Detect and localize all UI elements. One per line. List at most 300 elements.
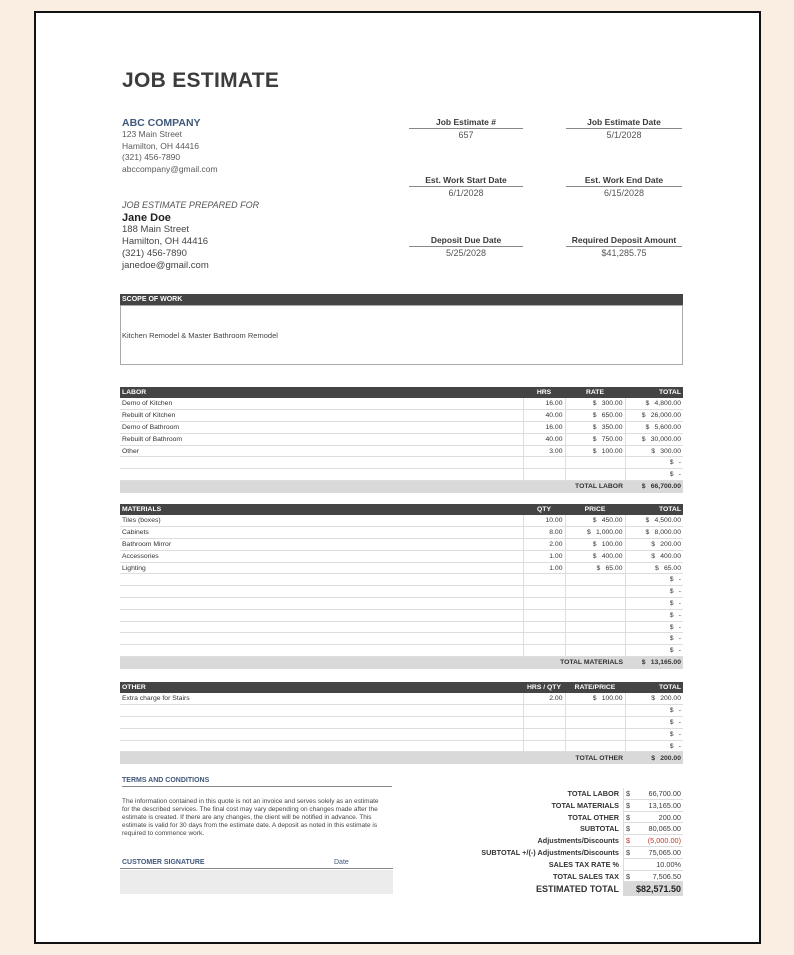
labor-desc (120, 457, 523, 469)
labor-qty: 3.00 (523, 445, 565, 457)
labor-rate-value: 100.00 (601, 447, 623, 455)
currency-symbol: $ (641, 412, 646, 420)
other-total-value: - (678, 707, 681, 715)
labor-rate (565, 457, 625, 469)
company-address: 123 Main Street (122, 129, 183, 139)
start-date-label: Est. Work Start Date (409, 175, 523, 187)
summary-label: TOTAL LABOR (567, 789, 619, 798)
currency-symbol: $ (651, 754, 655, 762)
client-phone: (321) 456-7890 (122, 248, 187, 259)
currency-symbol: $ (592, 412, 597, 420)
summary-value (623, 800, 683, 812)
materials-total-cell (625, 657, 683, 669)
other-total-label: TOTAL OTHER (120, 752, 625, 764)
summary-label: SUBTOTAL +/(-) Adjustments/Discounts (481, 847, 619, 857)
summary-amount: 13,165.00 (648, 800, 681, 810)
other-qty (523, 740, 565, 752)
client-address: 188 Main Street (122, 224, 190, 235)
labor-total (625, 457, 683, 469)
summary-amount: 7,506.50 (652, 871, 681, 881)
table-row (120, 728, 683, 740)
table-row (120, 586, 683, 598)
materials-qty (523, 586, 565, 598)
table-row (120, 433, 683, 445)
client-email: janedoe@gmail.com (122, 260, 209, 271)
summary-row (466, 835, 683, 847)
materials-total (625, 633, 683, 645)
labor-qty: 16.00 (523, 422, 565, 434)
other-header-1: HRS / QTY (523, 682, 565, 693)
currency-symbol: $ (669, 647, 674, 655)
materials-desc: Bathroom Mirror (120, 539, 523, 551)
currency-symbol: $ (626, 847, 631, 857)
deposit-due-value: 5/25/2028 (445, 248, 487, 258)
table-row (120, 633, 683, 645)
materials-desc (120, 645, 523, 657)
materials-rate-value: 450.00 (601, 517, 623, 525)
materials-total-value: 200.00 (660, 540, 681, 548)
materials-desc (120, 586, 523, 598)
currency-symbol: $ (592, 423, 597, 431)
currency-symbol: $ (592, 435, 597, 443)
other-desc: Extra charge for Stairs (120, 693, 523, 705)
other-header-0: OTHER (120, 682, 523, 693)
labor-rate (565, 445, 625, 457)
table-row (120, 398, 683, 410)
other-rate (565, 728, 625, 740)
other-header-3: TOTAL (625, 682, 683, 693)
materials-header-0: MATERIALS (120, 504, 523, 515)
materials-qty (523, 645, 565, 657)
labor-total-value: 26,000.00 (650, 412, 681, 420)
currency-symbol: $ (592, 517, 597, 525)
currency-symbol: $ (641, 483, 646, 491)
labor-table (120, 387, 683, 493)
other-desc (120, 717, 523, 729)
deposit-due-label: Deposit Due Date (409, 235, 523, 247)
summary-label: TOTAL OTHER (567, 812, 619, 822)
currency-symbol: $ (669, 707, 674, 715)
start-date-field (409, 175, 523, 198)
other-total-value: 200.00 (660, 695, 681, 703)
currency-symbol: $ (626, 871, 631, 881)
table-row (120, 410, 683, 422)
currency-symbol: $ (626, 789, 631, 798)
labor-total (625, 410, 683, 422)
table-row (120, 705, 683, 717)
other-rate (565, 717, 625, 729)
currency-symbol: $ (669, 623, 674, 631)
other-qty (523, 717, 565, 729)
other-qty: 2.00 (523, 693, 565, 705)
materials-qty: 10.00 (523, 515, 565, 527)
other-desc (120, 740, 523, 752)
table-row (120, 539, 683, 551)
currency-symbol: $ (626, 824, 631, 834)
currency-symbol: $ (596, 564, 601, 572)
materials-table (120, 504, 683, 669)
table-row (120, 562, 683, 574)
signature-label: CUSTOMER SIGNATURE (122, 859, 205, 866)
labor-total-value: 30,000.00 (650, 435, 681, 443)
materials-total (625, 527, 683, 539)
labor-total-label: TOTAL LABOR (120, 481, 625, 493)
currency-symbol: $ (592, 552, 597, 560)
currency-symbol: $ (626, 812, 631, 822)
signature-field[interactable] (120, 870, 393, 894)
labor-rate-value: 650.00 (601, 412, 623, 420)
currency-symbol: $ (669, 742, 674, 750)
other-total-cell (625, 752, 683, 764)
currency-symbol: $ (592, 400, 597, 408)
labor-total-value: 5,600.00 (654, 423, 681, 431)
summary-label: TOTAL SALES TAX (553, 871, 619, 881)
materials-desc: Lighting (120, 562, 523, 574)
labor-total-amount: 66,700.00 (650, 483, 681, 491)
materials-qty: 1.00 (523, 550, 565, 562)
estimate-number-field (409, 117, 523, 140)
client-block (122, 200, 259, 272)
currency-symbol (626, 859, 636, 870)
summary-amount: 80,065.00 (648, 824, 681, 834)
materials-qty: 2.00 (523, 539, 565, 551)
currency-symbol: $ (669, 576, 674, 584)
materials-total (625, 598, 683, 610)
materials-total-value: - (678, 647, 681, 655)
currency-symbol: $ (626, 836, 631, 846)
materials-header-3: TOTAL (625, 504, 683, 515)
table-row (120, 598, 683, 610)
labor-rate (565, 410, 625, 422)
materials-rate (565, 609, 625, 621)
currency-symbol: $ (645, 529, 650, 537)
client-city: Hamilton, OH 44416 (122, 236, 209, 247)
summary-value (623, 847, 683, 859)
labor-total-value: 300.00 (660, 447, 681, 455)
terms-header: TERMS AND CONDITIONS (122, 777, 392, 787)
table-row (120, 609, 683, 621)
materials-rate (565, 645, 625, 657)
currency-symbol: $ (669, 635, 674, 643)
labor-total (625, 445, 683, 457)
labor-qty: 16.00 (523, 398, 565, 410)
currency-symbol: $ (641, 435, 646, 443)
summary-label: Adjustments/Discounts (537, 836, 619, 846)
table-row (120, 527, 683, 539)
materials-qty (523, 609, 565, 621)
signature-date-label: Date (334, 859, 349, 866)
summary-value (623, 835, 683, 847)
scope-text: Kitchen Remodel & Master Bathroom Remodel (122, 331, 278, 340)
currency-symbol: $ (651, 540, 655, 548)
estimate-date-field (566, 117, 682, 140)
end-date-label: Est. Work End Date (566, 175, 682, 187)
materials-qty: 8.00 (523, 527, 565, 539)
materials-header-1: QTY (523, 504, 565, 515)
currency-symbol: $ (669, 599, 674, 607)
summary-label: SUBTOTAL (579, 824, 619, 834)
company-block (122, 117, 218, 175)
deposit-due-field (409, 235, 523, 258)
other-total (625, 728, 683, 740)
other-desc (120, 728, 523, 740)
materials-total-label: TOTAL MATERIALS (120, 657, 625, 669)
materials-total-value: - (678, 599, 681, 607)
materials-desc (120, 621, 523, 633)
currency-symbol: $ (645, 517, 650, 525)
materials-total-value: - (678, 611, 681, 619)
materials-desc (120, 598, 523, 610)
materials-desc (120, 633, 523, 645)
scope-header: SCOPE OF WORK (120, 294, 683, 305)
materials-rate (565, 562, 625, 574)
summary-amount: 200.00 (658, 812, 681, 822)
materials-total (625, 621, 683, 633)
other-rate (565, 693, 625, 705)
materials-rate-value: 100.00 (601, 540, 623, 548)
other-qty (523, 728, 565, 740)
table-row (120, 621, 683, 633)
estimate-number-value: 657 (458, 130, 474, 140)
materials-qty (523, 633, 565, 645)
labor-total-cell (625, 481, 683, 493)
materials-rate-value: 65.00 (605, 564, 623, 572)
currency-symbol: $ (669, 588, 674, 596)
deposit-amount-value: $41,285.75 (601, 248, 647, 258)
labor-desc: Rebuilt of Kitchen (120, 410, 523, 422)
estimated-total-value (623, 882, 683, 896)
materials-desc: Cabinets (120, 527, 523, 539)
other-total-value: - (678, 718, 681, 726)
table-row (120, 693, 683, 705)
estimated-total-row (466, 882, 683, 896)
summary-row (466, 847, 683, 859)
materials-total-value: - (678, 576, 681, 584)
summary-value (623, 823, 683, 835)
other-table (120, 682, 683, 764)
labor-header-0: LABOR (120, 387, 523, 398)
materials-total-value: - (678, 635, 681, 643)
summary-amount: 10.00% (656, 859, 681, 869)
end-date-field (566, 175, 682, 198)
signature-divider (120, 868, 393, 869)
currency-symbol: $ (654, 564, 659, 572)
summary-amount: 75,065.00 (648, 847, 681, 857)
materials-desc (120, 574, 523, 586)
materials-total (625, 586, 683, 598)
other-total-amount: 200.00 (660, 754, 681, 762)
labor-desc: Rebuilt of Bathroom (120, 433, 523, 445)
materials-rate (565, 574, 625, 586)
summary-row (466, 800, 683, 812)
currency-symbol: $ (641, 659, 646, 667)
materials-qty (523, 598, 565, 610)
labor-header-3: TOTAL (625, 387, 683, 398)
currency-symbol: $ (651, 695, 655, 703)
materials-rate (565, 633, 625, 645)
other-rate (565, 705, 625, 717)
estimate-page (34, 11, 761, 944)
summary-value (623, 859, 683, 871)
summary-row (466, 859, 683, 871)
labor-total-row (120, 481, 683, 493)
currency-symbol: $ (592, 695, 597, 703)
materials-total-value: - (678, 623, 681, 631)
currency-symbol: $ (587, 529, 591, 537)
other-total (625, 740, 683, 752)
table-row (120, 740, 683, 752)
materials-total (625, 609, 683, 621)
other-total-value: - (678, 742, 681, 750)
materials-desc: Accessories (120, 550, 523, 562)
summary-amount: (5,000.00) (647, 836, 681, 846)
labor-total-value: 4,800.00 (654, 400, 681, 408)
labor-rate-value: 750.00 (601, 435, 623, 443)
summary-row (466, 823, 683, 835)
materials-total (625, 562, 683, 574)
currency-symbol: $ (645, 423, 650, 431)
currency-symbol: $ (626, 800, 631, 810)
labor-qty: 40.00 (523, 410, 565, 422)
materials-total-value: 4,500.00 (654, 517, 681, 525)
materials-total (625, 550, 683, 562)
labor-total-value: - (678, 471, 681, 479)
materials-rate (565, 586, 625, 598)
other-rate-value: 100.00 (601, 695, 623, 703)
labor-total (625, 398, 683, 410)
labor-rate (565, 469, 625, 481)
other-total (625, 705, 683, 717)
materials-desc: Tiles (boxes) (120, 515, 523, 527)
labor-total (625, 433, 683, 445)
labor-desc (120, 469, 523, 481)
materials-rate (565, 515, 625, 527)
estimated-total-amount: $82,571.50 (635, 884, 681, 895)
other-total (625, 693, 683, 705)
labor-rate (565, 422, 625, 434)
currency-symbol: $ (669, 471, 674, 479)
materials-rate (565, 621, 625, 633)
company-phone: (321) 456-7890 (122, 152, 181, 162)
summary-value (623, 788, 683, 800)
currency-symbol: $ (645, 400, 650, 408)
materials-rate (565, 598, 625, 610)
deposit-amount-label: Required Deposit Amount (566, 235, 682, 247)
estimated-total-label: ESTIMATED TOTAL (536, 884, 619, 895)
labor-qty (523, 469, 565, 481)
labor-total (625, 422, 683, 434)
labor-desc: Demo of Bathroom (120, 422, 523, 434)
prepared-for-label: JOB ESTIMATE PREPARED FOR (122, 200, 260, 210)
materials-total (625, 574, 683, 586)
summary-label: TOTAL MATERIALS (551, 800, 619, 810)
terms-text: The information contained in this quote is not an invoice and serves solely as an estimate for the described services. The final cost may vary depending on changes made after the estimate is created. If there are any changes, the client will be notified in advance. This estimate is valid for 30 days from the estimate date. A deposit as noted in this estimate is required to commence work. (122, 798, 379, 837)
summary-value (623, 812, 683, 824)
materials-total-value: - (678, 588, 681, 596)
other-total-row (120, 752, 683, 764)
table-row (120, 574, 683, 586)
summary-block (466, 788, 683, 896)
company-city: Hamilton, OH 44416 (122, 140, 200, 151)
summary-row (466, 871, 683, 883)
labor-rate (565, 398, 625, 410)
other-qty (523, 705, 565, 717)
table-row (120, 445, 683, 457)
currency-symbol: $ (592, 540, 597, 548)
client-name: Jane Doe (122, 212, 171, 224)
estimate-date-value: 5/1/2028 (606, 130, 642, 140)
deposit-amount-field (566, 235, 682, 258)
materials-qty (523, 621, 565, 633)
summary-row (466, 812, 683, 824)
materials-rate-value: 400.00 (601, 552, 623, 560)
materials-total-amount: 13,165.00 (650, 659, 681, 667)
labor-total-value: - (678, 459, 681, 467)
other-header-2: RATE/PRICE (565, 682, 625, 693)
end-date-value: 6/15/2028 (603, 188, 645, 198)
table-row (120, 645, 683, 657)
summary-value (623, 871, 683, 883)
currency-symbol: $ (669, 611, 674, 619)
company-email: abccompany@gmail.com (122, 163, 218, 174)
labor-total (625, 469, 683, 481)
currency-symbol: $ (669, 459, 674, 467)
materials-total-value: 8,000.00 (654, 529, 681, 537)
table-row (120, 550, 683, 562)
currency-symbol: $ (651, 552, 655, 560)
labor-qty (523, 457, 565, 469)
materials-rate (565, 527, 625, 539)
table-row (120, 457, 683, 469)
materials-header-2: PRICE (565, 504, 625, 515)
estimate-date-label: Job Estimate Date (566, 117, 682, 129)
labor-rate (565, 433, 625, 445)
labor-rate-value: 350.00 (601, 423, 623, 431)
other-desc (120, 705, 523, 717)
labor-desc: Other (120, 445, 523, 457)
table-row (120, 469, 683, 481)
materials-total-row (120, 657, 683, 669)
table-row (120, 422, 683, 434)
start-date-value: 6/1/2028 (448, 188, 484, 198)
company-name: ABC COMPANY (122, 117, 201, 129)
table-row (120, 515, 683, 527)
materials-rate-value: 1,000.00 (596, 529, 623, 537)
summary-label: SALES TAX RATE % (548, 859, 619, 869)
materials-rate (565, 539, 625, 551)
materials-total-value: 65.00 (663, 564, 681, 572)
materials-qty: 1.00 (523, 562, 565, 574)
currency-symbol: $ (669, 730, 674, 738)
currency-symbol: $ (592, 447, 597, 455)
materials-rate (565, 550, 625, 562)
estimate-number-label: Job Estimate # (409, 117, 523, 129)
materials-qty (523, 574, 565, 586)
materials-total-value: 400.00 (660, 552, 681, 560)
labor-header-2: RATE (565, 387, 625, 398)
other-total-value: - (678, 730, 681, 738)
other-total (625, 717, 683, 729)
summary-row (466, 788, 683, 800)
currency-symbol: $ (651, 447, 655, 455)
table-row (120, 717, 683, 729)
materials-desc (120, 609, 523, 621)
materials-total (625, 539, 683, 551)
labor-rate-value: 300.00 (601, 400, 623, 408)
materials-total (625, 515, 683, 527)
currency-symbol: $ (669, 718, 674, 726)
page-title: JOB ESTIMATE (122, 69, 280, 92)
